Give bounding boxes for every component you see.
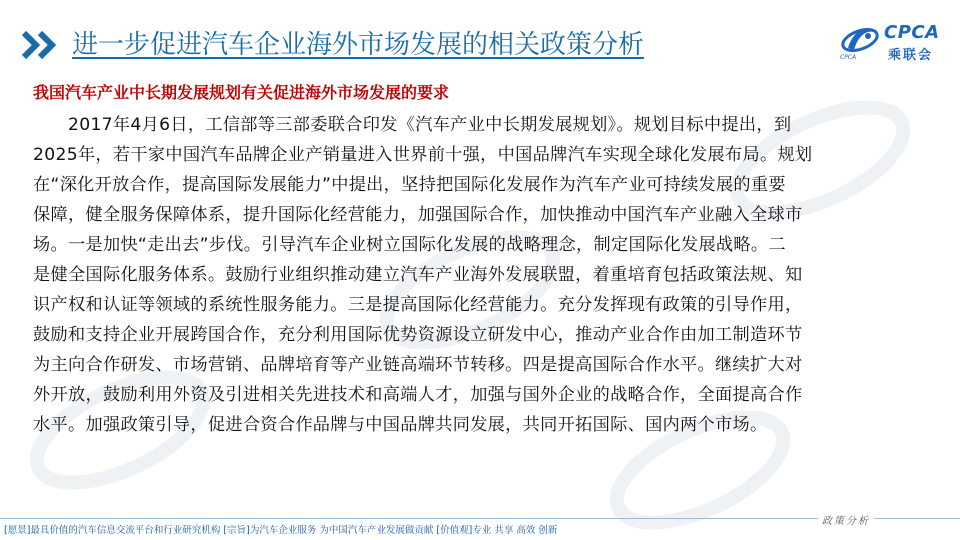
paragraph-line: 2017年4月6日，工信部等三部委联合印发《汽车产业中长期发展规划》。规划目标中提出，到	[33, 115, 792, 135]
cpca-logo	[838, 18, 948, 64]
paragraph-line: 保障，健全服务保障体系，提升国际化经营能力，加强国际合作，加快推动中国汽车产业融入全球市	[33, 205, 803, 225]
slide-title: 进一步促进汽车企业海外市场发展的相关政策分析	[72, 30, 645, 60]
paragraph-line: 识产权和认证等领域的系统性服务能力。三是提高国际化经营能力。充分发挥现有政策的引导作用，	[33, 295, 803, 315]
paragraph-line: 2025年，若干家中国汽车品牌企业产销量进入世界前十强，中国品牌汽车实现全球化发展布局。规划	[33, 145, 813, 165]
footer-mission-text: [愿景]最具价值的汽车信息交流平台和行业研究机构 [宗旨]为汽车企业服务 为中国汽车产业发展做贡献 [价值观]专业 共享 高效 创新	[4, 525, 558, 536]
paragraph-line: 水平。加强政策引导，促进合资合作品牌与中国品牌共同发展，共同开拓国际、国内两个市场。	[33, 415, 768, 435]
paragraph-line: 是健全国际化服务体系。鼓励行业组织推动建立汽车产业海外发展联盟，着重培育包括政策法规、知	[33, 265, 803, 285]
paragraph-line: 场。一是加快“走出去”步伐。引导汽车企业树立国际化发展的战略理念，制定国际化发展战略。二	[33, 235, 786, 255]
logo-small-text: CPCA	[840, 54, 857, 61]
paragraph-line: 为主向合作研发、市场营销、品牌培育等产业链高端环节转移。四是提高国际合作水平。继续扩大对	[33, 355, 803, 375]
double-chevron-icon	[20, 30, 66, 60]
paragraph-line: 在“深化开放合作，提高国际发展能力”中提出，坚持把国际化发展作为汽车产业可持续发展的重要	[33, 175, 786, 195]
paragraph-line: 外开放，鼓励利用外资及引进相关先进技术和高端人才，加强与国外企业的战略合作，全面提高合作	[33, 385, 803, 405]
slide-header	[0, 0, 960, 72]
section-subheading: 我国汽车产业中长期发展规划有关促进海外市场发展的要求	[33, 83, 450, 102]
body-paragraph	[33, 110, 921, 440]
paragraph-line: 鼓励和支持企业开展跨国合作，充分利用国际优势资源设立研发中心，推动产业合作由加工制造环节	[33, 325, 803, 345]
logo-chinese-name: 乘联会	[888, 48, 934, 63]
footer-divider	[0, 518, 960, 519]
footer-section-label: 政策分析	[818, 512, 874, 527]
logo-text: CPCA	[884, 22, 940, 43]
